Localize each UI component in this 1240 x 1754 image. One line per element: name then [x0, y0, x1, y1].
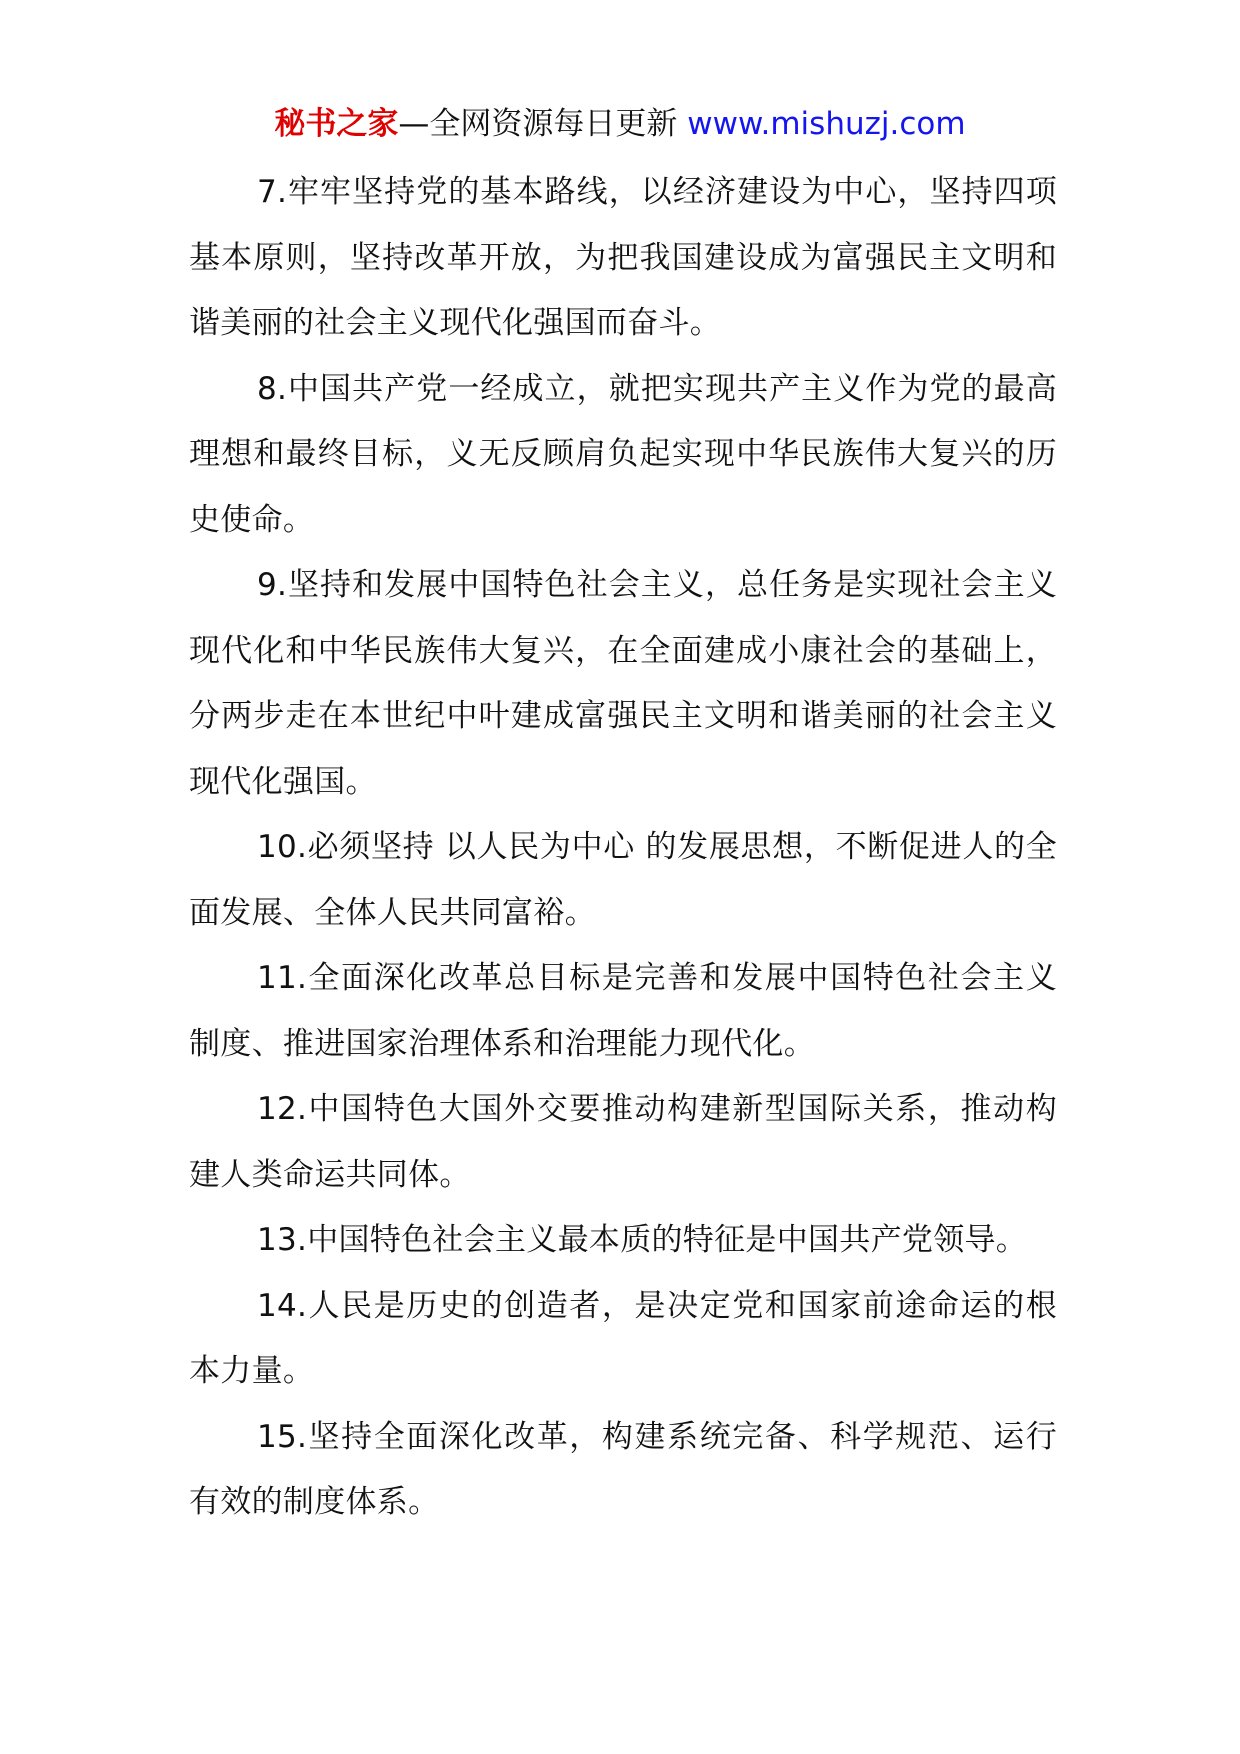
site-url: www.mishuzj.com — [687, 106, 966, 142]
paragraph-13: 13.中国特色社会主义最本质的特征是中国共产党领导。 — [257, 1222, 1028, 1258]
header-slogan: —全网资源每日更新 — [398, 106, 678, 142]
paragraph-9: 9.坚持和发展中国特色社会主义，总任务是实现社会主义现代化和中华民族伟大复兴，在全面建成小康社会的基础上，分两步走在本世纪中叶建成富强民主文明和谐美丽的社会主义现代化强国。 — [189, 567, 1057, 800]
paragraph-10: 10.必须坚持 以人民为中心 的发展思想，不断促进人的全面发展、全体人民共同富裕。 — [189, 829, 1057, 931]
paragraph-8: 8.中国共产党一经成立，就把实现共产主义作为党的最高理想和最终目标，义无反顾肩负起实现中华民族伟大复兴的历史使命。 — [189, 370, 1057, 538]
paragraph-7: 7.牢牢坚持党的基本路线，以经济建设为中心，坚持四项基本原则，坚持改革开放，为把我国建设成为富强民主文明和谐美丽的社会主义现代化强国而奋斗。 — [189, 174, 1057, 341]
paragraph-11: 11.全面深化改革总目标是完善和发展中国特色社会主义制度、推进国家治理体系和治理能力现代化。 — [189, 960, 1057, 1062]
page-header — [0, 102, 1240, 146]
paragraph-14: 14.人民是历史的创造者，是决定党和国家前途命运的根本力量。 — [189, 1287, 1057, 1389]
paragraph-12: 12.中国特色大国外交要推动构建新型国际关系，推动构建人类命运共同体。 — [189, 1091, 1057, 1193]
brand-name: 秘书之家 — [274, 106, 399, 142]
document-body — [189, 160, 1057, 1536]
paragraph-15: 15.坚持全面深化改革，构建系统完备、科学规范、运行有效的制度体系。 — [189, 1418, 1057, 1520]
